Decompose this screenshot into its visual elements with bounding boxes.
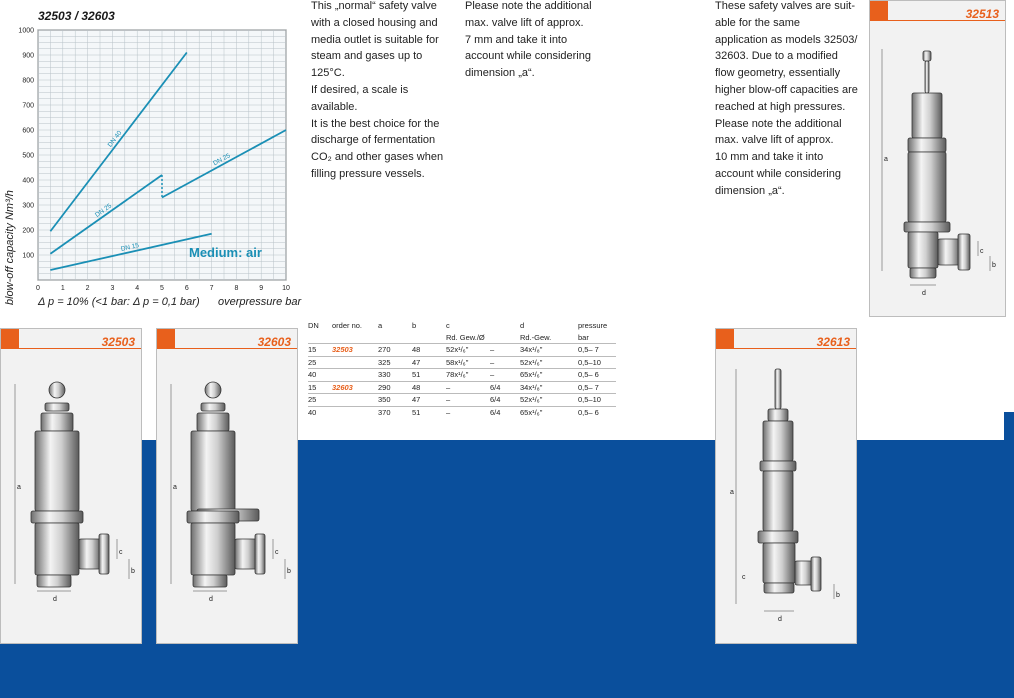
- table-header: c: [446, 321, 450, 331]
- table-cell: 6/4: [490, 406, 520, 418]
- text-line: It is the best choice for the: [311, 117, 440, 130]
- chart-x-note: Δ p = 10% (<1 bar: Δ p = 0,1 bar): [38, 296, 200, 308]
- card-title: 32513: [965, 7, 999, 21]
- valve-body-upper: [35, 431, 79, 511]
- table-header: b: [412, 321, 417, 331]
- valve-clamp: [904, 222, 950, 232]
- valve-inlet: [193, 575, 227, 587]
- table-cell: 40: [308, 369, 332, 382]
- text-line: 125°C.: [311, 67, 345, 80]
- table-cell: 290: [378, 381, 412, 394]
- table-cell: [332, 406, 378, 418]
- table-cell: –: [446, 381, 490, 394]
- text-line: able for the same: [715, 16, 800, 29]
- y-tick-label: 1000: [18, 27, 34, 35]
- table-cell: 40: [308, 406, 332, 418]
- table-cell: 34x¹/₈": [520, 344, 578, 357]
- valve-flange: [811, 557, 821, 591]
- table-cell: –: [446, 394, 490, 407]
- dimension-label: a: [173, 484, 177, 491]
- y-tick-label: 200: [22, 227, 34, 235]
- valve-flange: [99, 534, 109, 574]
- x-tick-label: 6: [184, 285, 189, 292]
- dimension-label: c: [980, 248, 984, 255]
- blue-background-band: [0, 440, 1014, 698]
- table-header: [490, 320, 520, 332]
- table-subheader: [490, 332, 520, 344]
- text-line: 32603. Due to a modified: [715, 50, 838, 63]
- table-subheader: [332, 332, 378, 344]
- table-cell: 25: [308, 356, 332, 369]
- table-row: [308, 394, 616, 407]
- spec-table: [308, 320, 616, 418]
- table-cell: –: [490, 344, 520, 357]
- table-cell: 0,5– 7: [578, 344, 616, 357]
- table-cell: 0,5–10: [578, 356, 616, 369]
- y-tick-label: 500: [22, 152, 34, 160]
- text-line: Please note the additional: [465, 0, 592, 12]
- x-tick-label: 2: [85, 285, 90, 292]
- table-row: [308, 344, 616, 357]
- table-cell: –: [446, 406, 490, 418]
- table-subheader: Rd. Gew./Ø: [446, 332, 485, 342]
- table-cell: 325: [378, 356, 412, 369]
- card-title: 32503: [101, 335, 135, 349]
- table-cell: 370: [378, 406, 412, 418]
- dimension-label: d: [209, 596, 213, 603]
- x-tick-label: 9: [259, 285, 264, 292]
- text-line: reached at high pressures.: [715, 100, 846, 113]
- x-tick-label: 8: [234, 285, 239, 292]
- table-header: pressure: [578, 321, 608, 331]
- table-cell: 78x¹/₆": [446, 369, 490, 382]
- text-column-3: [715, 0, 865, 200]
- text-line: application as models 32503/: [715, 33, 858, 46]
- dimension-label: a: [730, 489, 734, 496]
- valve-clamp: [758, 531, 798, 543]
- y-tick-label: 300: [22, 202, 34, 210]
- valve-knob: [205, 382, 221, 398]
- valve-inlet: [37, 575, 71, 587]
- table-header-row: [308, 320, 616, 332]
- text-line: dimension „a“.: [465, 67, 535, 80]
- table-cell: 52x¹/₆": [520, 356, 578, 369]
- valve-collar: [908, 138, 946, 152]
- table-cell: 0,5–10: [578, 394, 616, 407]
- dimension-label: a: [884, 156, 888, 163]
- blue-edge-strip: [1004, 412, 1014, 442]
- y-tick-label: 800: [22, 77, 34, 85]
- table-cell: 52x¹/₆": [520, 394, 578, 407]
- valve-drawing: [716, 329, 856, 643]
- text-line: account while considering: [715, 167, 841, 180]
- text-line: max. valve lift of approx.: [465, 16, 584, 29]
- valve-cap: [41, 413, 73, 431]
- text-line: 7 mm and take it into: [465, 33, 568, 46]
- y-tick-label: 100: [22, 252, 34, 260]
- table-cell: 270: [378, 344, 412, 357]
- text-column-2: [465, 0, 605, 82]
- dimension-label: c: [742, 574, 746, 581]
- valve-body-upper: [191, 431, 235, 511]
- text-line: steam and gases up to: [311, 50, 423, 63]
- table-row: [308, 381, 616, 394]
- text-line: higher blow-off capacities are: [715, 83, 858, 96]
- valve-outlet: [235, 539, 257, 569]
- x-tick-label: 3: [110, 285, 115, 292]
- dimension-label: c: [119, 549, 123, 556]
- text-line: 10 mm and take it into: [715, 151, 824, 164]
- table-cell: 47: [412, 356, 446, 369]
- text-line: If desired, a scale is available.: [311, 83, 409, 113]
- table-cell: 330: [378, 369, 412, 382]
- dimension-label: b: [287, 568, 291, 575]
- table-row: [308, 369, 616, 382]
- series-label: DN 40: [106, 129, 124, 149]
- table-cell: 51: [412, 369, 446, 382]
- table-header: order no.: [332, 321, 363, 331]
- product-card-32503: [0, 328, 142, 644]
- product-card-32603: [156, 328, 298, 644]
- table-cell: 6/4: [490, 394, 520, 407]
- valve-spring-housing: [912, 93, 942, 138]
- valve-body-upper: [763, 471, 793, 531]
- valve-body-lower: [35, 523, 79, 575]
- chart-y-label: blow-off capacity Nm³/h: [4, 190, 16, 305]
- valve-cap: [768, 409, 788, 421]
- y-tick-label: 900: [22, 52, 34, 60]
- valve-drawing: [157, 329, 297, 643]
- y-tick-label: 600: [22, 127, 34, 135]
- series-label: DN 15: [120, 242, 140, 253]
- text-line: media outlet is suitable for: [311, 33, 439, 46]
- table-cell: 25: [308, 394, 332, 407]
- x-tick-label: 4: [135, 285, 140, 292]
- table-cell: –: [490, 356, 520, 369]
- table-cell: 58x¹/₆": [446, 356, 490, 369]
- text-line: These safety valves are suit-: [715, 0, 856, 12]
- valve-body-lower: [191, 523, 235, 575]
- chart-title: 32503 / 32603: [38, 9, 115, 23]
- valve-outlet: [79, 539, 101, 569]
- dimension-label: a: [17, 484, 21, 491]
- card-title: 32603: [257, 335, 291, 349]
- valve-drawing: [1, 329, 141, 643]
- dimension-label: d: [53, 596, 57, 603]
- valve-outlet: [938, 239, 960, 265]
- table-cell: [332, 356, 378, 369]
- dimension-label: b: [836, 592, 840, 599]
- table-cell: 0,5– 7: [578, 381, 616, 394]
- valve-spring-housing: [763, 421, 793, 461]
- text-line: with a closed housing and: [311, 16, 438, 29]
- x-tick-label: 0: [36, 285, 40, 292]
- table-cell: 32503: [332, 344, 378, 357]
- medium-label: Medium: air: [189, 245, 262, 260]
- y-tick-label: 700: [22, 102, 34, 110]
- valve-flange: [255, 534, 265, 574]
- text-line: dimension „a“.: [715, 184, 785, 197]
- dimension-label: d: [778, 616, 782, 623]
- table-cell: 15: [308, 344, 332, 357]
- valve-flange: [958, 234, 970, 270]
- table-row: [308, 406, 616, 418]
- table-row: [308, 356, 616, 369]
- text-line: account while considering: [465, 50, 591, 63]
- table-cell: 350: [378, 394, 412, 407]
- table-cell: –: [490, 369, 520, 382]
- table-cell: 6/4: [490, 381, 520, 394]
- table-cell: 48: [412, 344, 446, 357]
- table-subheader: Rd.-Gew.: [520, 332, 552, 342]
- product-card-32613: [715, 328, 857, 644]
- valve-cap: [923, 51, 931, 61]
- table-cell: 48: [412, 381, 446, 394]
- table-cell: 32603: [332, 381, 378, 394]
- table-cell: 47: [412, 394, 446, 407]
- table-cell: [332, 394, 378, 407]
- valve-body-lower: [763, 543, 795, 583]
- valve-clamp: [187, 511, 239, 523]
- series-label: DN 25: [94, 202, 114, 219]
- text-line: filling pressure vessels.: [311, 167, 425, 180]
- table-cell: 34x¹/₈": [520, 381, 578, 394]
- table-subheader: bar: [578, 332, 589, 342]
- dimension-label: d: [922, 290, 926, 297]
- x-tick-label: 10: [282, 285, 290, 292]
- text-line: discharge of fermentation: [311, 134, 436, 147]
- product-card-32513: [869, 0, 1006, 317]
- text-line: Please note the additional: [715, 117, 842, 130]
- valve-cap: [197, 413, 229, 431]
- table-subheader: [412, 332, 446, 344]
- table-cell: 0,5– 6: [578, 369, 616, 382]
- table-header: a: [378, 321, 383, 331]
- card-title: 32613: [816, 335, 850, 349]
- table-subheader-row: [308, 332, 616, 344]
- table-header: DN: [308, 321, 319, 331]
- x-tick-label: 5: [160, 285, 164, 292]
- table-header: d: [520, 321, 525, 331]
- table-cell: 52x¹/₆": [446, 344, 490, 357]
- valve-inlet: [764, 583, 794, 593]
- valve-collar: [760, 461, 796, 471]
- valve-knob: [49, 382, 65, 398]
- x-tick-label: 7: [209, 285, 214, 292]
- table-cell: 65x¹/₆": [520, 369, 578, 382]
- chart-x-label: overpressure bar: [218, 296, 302, 308]
- text-line: This „normal“ safety valve: [311, 0, 437, 12]
- text-line: CO₂ and other gases when: [311, 151, 444, 164]
- table-cell: 15: [308, 381, 332, 394]
- series-label: DN 25: [212, 152, 232, 168]
- table-cell: 65x¹/₆": [520, 406, 578, 418]
- table-subheader: [308, 332, 332, 344]
- x-tick-label: 1: [60, 285, 65, 292]
- dimension-label: b: [131, 568, 135, 575]
- table-cell: [332, 369, 378, 382]
- valve-body-lower: [908, 232, 938, 268]
- dimension-label: b: [992, 262, 996, 269]
- valve-clamp: [31, 511, 83, 523]
- valve-lever: [45, 403, 69, 411]
- text-column-1: [311, 0, 456, 183]
- valve-stem: [925, 61, 929, 93]
- y-tick-label: 400: [22, 177, 34, 185]
- text-line: max. valve lift of approx.: [715, 134, 834, 147]
- valve-inlet: [910, 268, 936, 278]
- table-cell: 0,5– 6: [578, 406, 616, 418]
- table-cell: 51: [412, 406, 446, 418]
- valve-outlet: [795, 561, 813, 585]
- valve-stem: [775, 369, 781, 409]
- valve-drawing: [870, 1, 1005, 316]
- text-line: flow geometry, essentially: [715, 67, 841, 80]
- table-subheader: [378, 332, 412, 344]
- dimension-label: c: [275, 549, 279, 556]
- valve-lever: [201, 403, 225, 411]
- valve-body-upper: [908, 152, 946, 222]
